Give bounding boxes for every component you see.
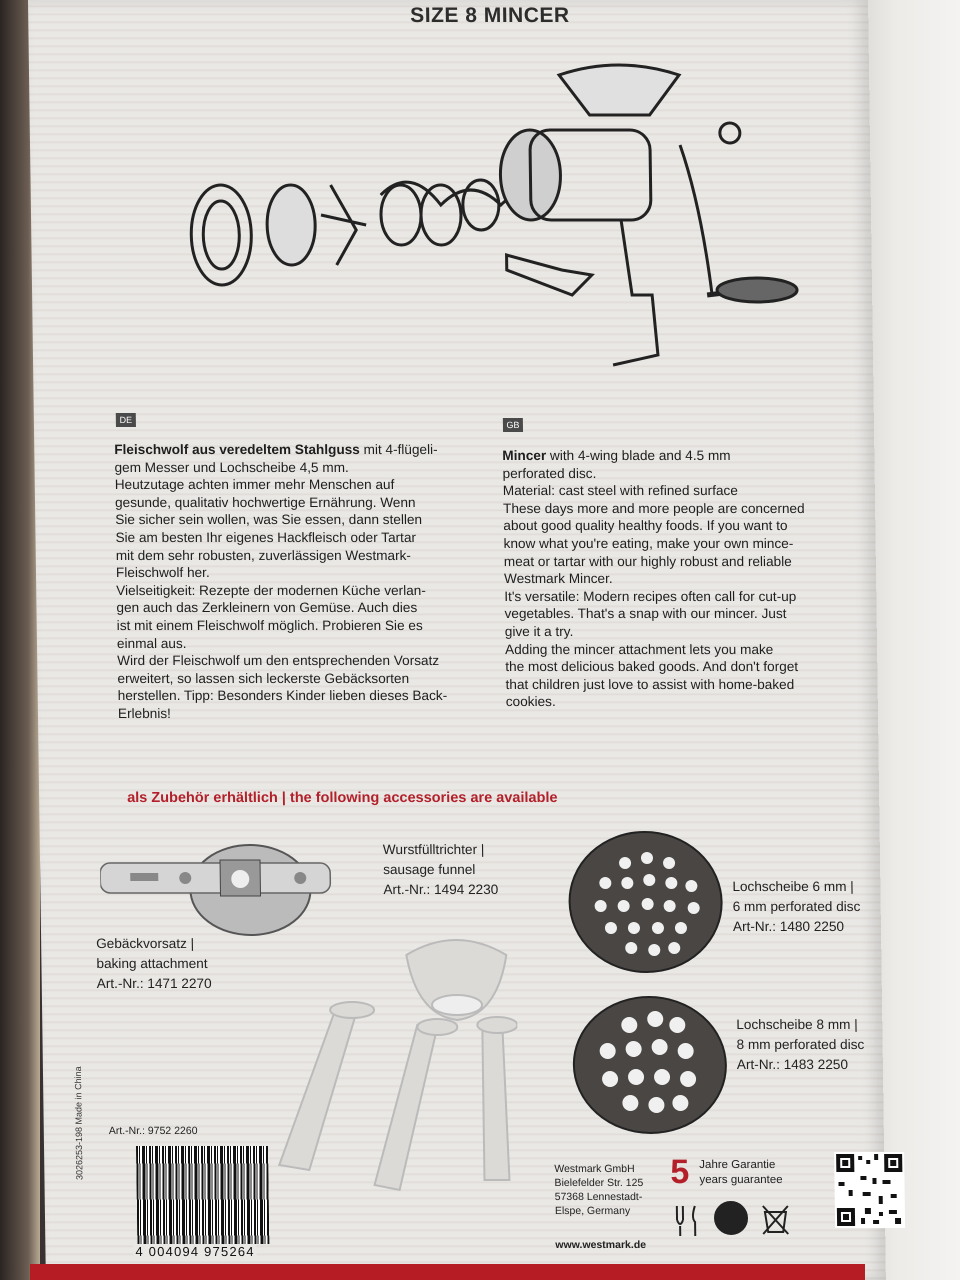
- language-tag-gb: GB: [503, 418, 523, 432]
- description-de: [114, 441, 498, 723]
- accessory-label-disc-6mm: Lochscheibe 6 mm | 6 mm perforated disc Art-Nr.: 1480 2250: [732, 879, 861, 934]
- guarantee-number: 5: [670, 1153, 690, 1191]
- mincer-illustration: [149, 55, 814, 405]
- side-print: 3026253-198 Made in China: [72, 1066, 85, 1180]
- page-title: SIZE 8 MINCER: [410, 4, 570, 27]
- description-gb-body: Material: cast steel with refined surface These days more and more people are concerned about good quality healthy foods. If you want to know what you're eating, make your own mince- meat or tartar with our highly robust and reliable Westmark Mincer. It's versatile: Modern recipes often call for cut-up vegetables. That's a snap with our mincer. Just give it a try. Adding the mincer attachment lets you make the most delicious baked goods. And don't forget that children just love to assist with home-baked cookies.: [502, 483, 805, 710]
- product-box: [28, 0, 886, 1280]
- company-address: Westmark GmbH Bielefelder Str. 125 57368 Lennestadt- Elspe, Germany: [554, 1163, 644, 1217]
- description-gb: [502, 447, 851, 711]
- description-gb-heading: Mincer: [502, 448, 547, 463]
- no-dishwasher-icon: [763, 1206, 788, 1234]
- article-number: Art.-Nr.: 9752 2260: [108, 1125, 198, 1137]
- barcode-number: 4 004094 975264: [133, 1244, 256, 1259]
- accessory-label-baking: Gebäckvorsatz | baking attachment Art.-Nr.: 1471 2270: [96, 936, 212, 991]
- food-safe-icon: [677, 1206, 695, 1236]
- description-gb-heading-rest: with 4-wing blade and 4.5 mm perforated disc.: [502, 448, 731, 481]
- description-de-heading: Fleischwolf aus veredeltem Stahlguss: [114, 442, 360, 457]
- perforated-disc-6mm-image: [565, 828, 727, 978]
- language-tag-de: DE: [116, 413, 136, 427]
- barcode: [136, 1146, 269, 1244]
- care-symbols: [673, 1198, 799, 1240]
- description-de-heading-rest: mit 4-flügeli- gem Messer und Lochscheibe 4,5 mm.: [114, 442, 438, 475]
- perforated-disc-8mm-image: [569, 993, 731, 1143]
- accessory-label-disc-8mm: Lochscheibe 8 mm | 8 mm perforated disc Art-Nr.: 1483 2250: [736, 1017, 865, 1072]
- description-de-body: Heutzutage achten immer mehr Menschen auf gesunde, qualitativ hochwertige Ernährung. Wenn Sie sicher sein wollen, was Sie essen, dann stellen Sie am besten Ihr eigenes Hackfleisch oder Tartar mit dem sehr robusten, zuverlässigen Westmark- Fleischwolf her. Vielseitigkeit: Rezepte der modernen Küche verlan- gen auch das Zerkleinern von Gemüse. Auch dies ist mit einem Fleischwolf möglich. Probieren Sie es einmal aus. Wird der Fleischwolf um den entsprechenden Vorsatz erweitert, so lassen sich leckerste Gebäcksorten herstellen. Tipp: Besonders Kinder lieben dieses Back- Erlebnis!: [114, 477, 448, 721]
- recycling-icon: [715, 1202, 747, 1234]
- bottom-red-bar: [30, 1264, 865, 1280]
- accessory-label-sausage-funnel: Wurstfülltrichter | sausage funnel Art.-Nr.: 1494 2230: [382, 842, 499, 897]
- sausage-funnel-image: [256, 925, 520, 1195]
- website: www.westmark.de: [555, 1239, 647, 1251]
- accessories-heading: als Zubehör erhältlich | the following accessories are available: [127, 790, 558, 806]
- qr-code: [834, 1152, 905, 1228]
- guarantee-text: Jahre Garantie years guarantee: [699, 1159, 783, 1186]
